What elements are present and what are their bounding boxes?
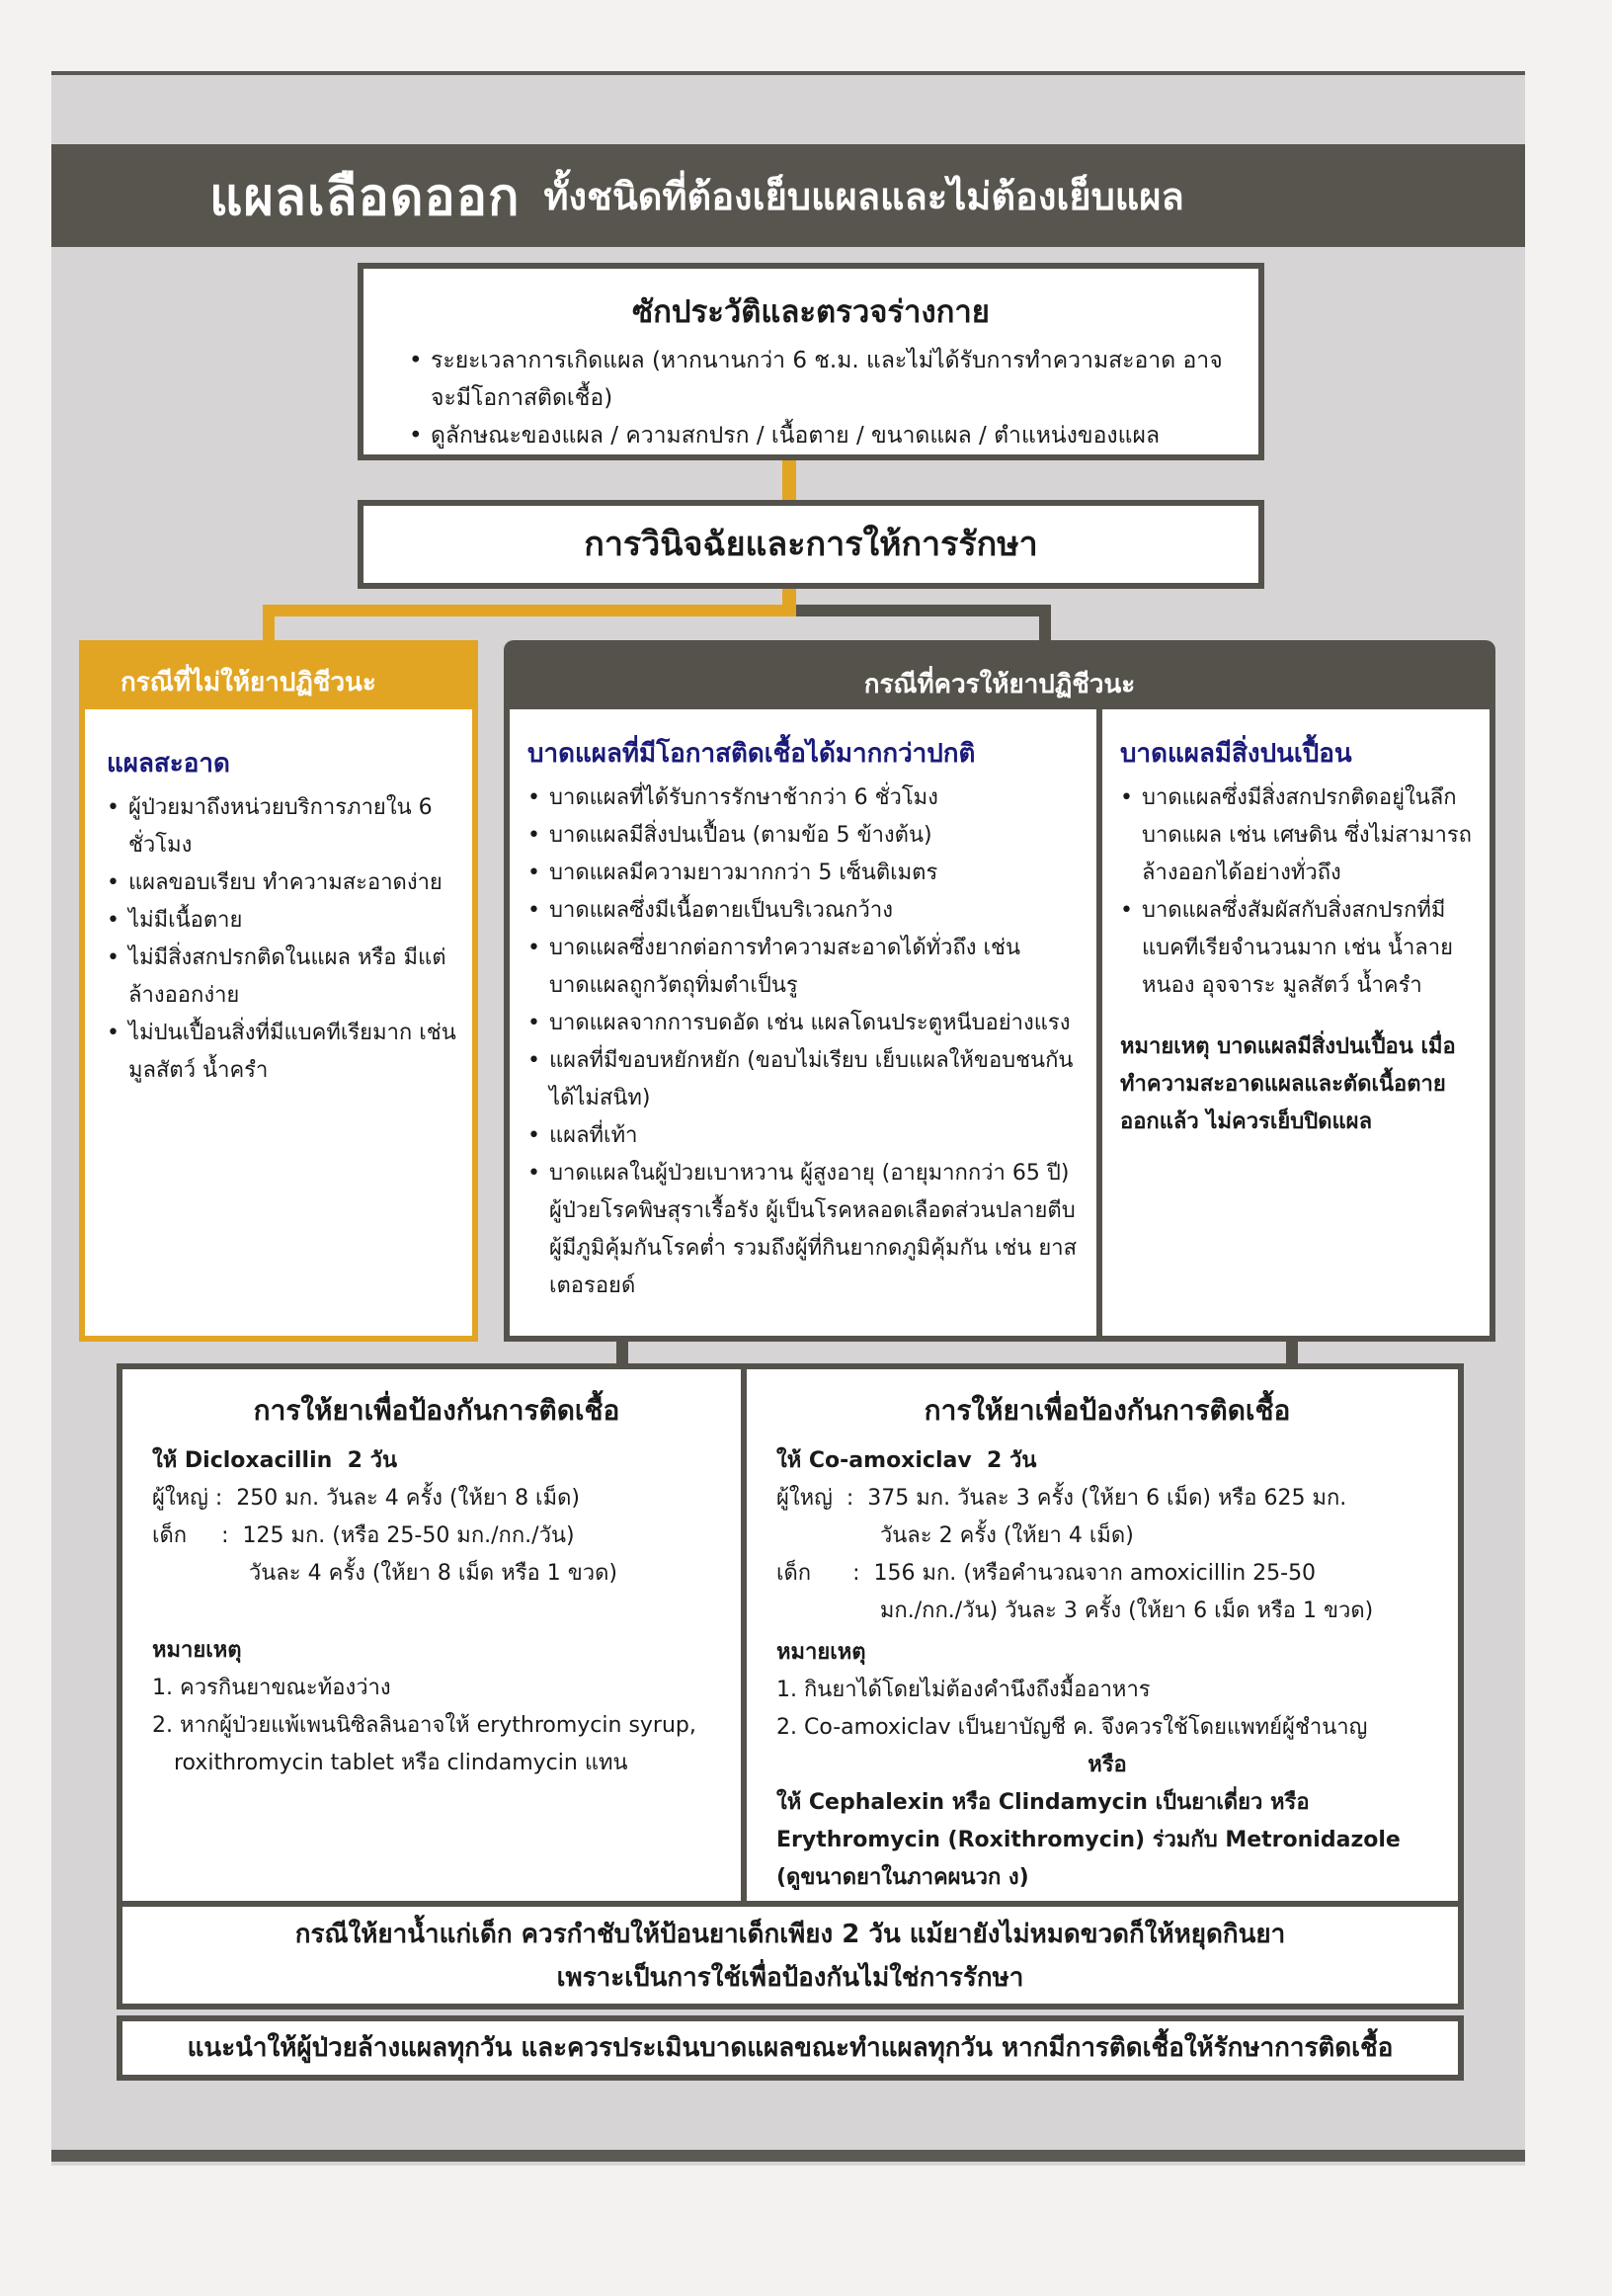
diagnosis-box (358, 500, 1264, 589)
drug-right-alt: ให้ Cephalexin หรือ Clindamycin เป็นยาเดี่ยว หรือ Erythromycin (Roxithromycin) ร่วมกับ Metronidazole (776, 1790, 1401, 1852)
drug-right-title: การให้ยาเพื่อป้องกันการติดเชื้อ (924, 1394, 1291, 1427)
connector-line (782, 460, 796, 500)
no-antibiotic-header-label: กรณีที่ไม่ให้ยาปฏิชีวนะ (121, 668, 376, 697)
drug-right-or: หรือ (1088, 1753, 1127, 1777)
drug-right-line: เด็ก : 156 มก. (หรือคำนวณจาก amoxicillin 25-50 (776, 1561, 1317, 1586)
connector-line (796, 605, 1051, 616)
drug-left-line: วันละ 4 ครั้ง (ให้ยา 8 เม็ด หรือ 1 ขวด) (152, 1561, 617, 1586)
drug-left-line: ผู้ใหญ่ : 250 มก. วันละ 4 ครั้ง (ให้ยา 8 เม็ด) (152, 1486, 580, 1511)
no-antibiotic-item: • ไม่ปนเปื้อนสิ่งที่มีแบคทีเรียมาก เช่น มูลสัตว์ น้ำครำ (107, 1015, 458, 1090)
high-risk-subtitle: บาดแผลที่มีโอกาสติดเชื้อได้มากกว่าปกติ (527, 739, 976, 769)
drug-left-box (117, 1363, 747, 1907)
drug-right-note: 2. Co-amoxiclav เป็นยาบัญชี ค. จึงควรใช้โดยแพทย์ผู้ชำนาญ (776, 1715, 1368, 1740)
contaminated-subtitle: บาดแผลมีสิ่งปนเปื้อน (1120, 739, 1352, 769)
drug-right-note: 1. กินยาได้โดยไม่ต้องคำนึงถึงมื้ออาหาร (776, 1678, 1151, 1702)
drug-right-alt-ref: (ดูขนาดยาในภาคผนวก ง) (776, 1865, 1029, 1890)
page-subtitle: ทั้งชนิดที่ต้องเย็บแผลและไม่ต้องเย็บแผล (543, 174, 1184, 218)
drug-right-line: ให้ Co-amoxiclav 2 วัน (776, 1448, 1037, 1473)
history-item: • ดูลักษณะของแผล / ความสกปรก / เนื้อตาย / ขนาดแผล / ตำแหน่งของแผล (387, 417, 1235, 454)
high-risk-item: • บาดแผลซึ่งยากต่อการทำความสะอาดได้ทั่วถึง เช่น บาดแผลถูกวัตถุทิ่มตำเป็นรู (527, 930, 1085, 1005)
footer-child-dosing-line: เพราะเป็นการใช้เพื่อป้องกันไม่ใช่การรักษา (556, 1963, 1024, 1993)
footer-wound-care-box (117, 2015, 1464, 2081)
drug-right-box (741, 1363, 1464, 1907)
history-box (358, 263, 1264, 460)
no-antibiotic-box (79, 709, 478, 1342)
drug-left-note: 2. หากผู้ป่วยแพ้เพนนิซิลลินอาจให้ erythromycin syrup, roxithromycin tablet หรือ clindamycin แทน (152, 1713, 696, 1775)
high-risk-item: • บาดแผลซึ่งมีเนื้อตายเป็นบริเวณกว้าง (527, 892, 1085, 930)
contaminated-item: • บาดแผลซึ่งสัมผัสกับสิ่งสกปรกที่มีแบคทีเรียจำนวนมาก เช่น น้ำลาย หนอง อุจจาระ มูลสัตว์ น้ำครำ (1120, 892, 1476, 1005)
high-risk-item: • แผลที่เท้า (527, 1117, 1085, 1155)
footer-child-dosing-box (117, 1901, 1464, 2009)
drug-right-line: มก./กก./วัน) วันละ 3 ครั้ง (ให้ยา 6 เม็ด หรือ 1 ขวด) (776, 1599, 1374, 1623)
footer-child-dosing-line: กรณีให้ยาน้ำแก่เด็ก ควรกำชับให้ป้อนยาเด็กเพียง 2 วัน แม้ยายังไม่หมดขวดก็ให้หยุดกินยา (294, 1920, 1286, 1949)
page-title: แผลเลือดออก (209, 167, 521, 227)
connector-line (263, 605, 796, 616)
history-item: • ระยะเวลาการเกิดแผล (หากนานกว่า 6 ช.ม. และไม่ได้รับการทำความสะอาด อาจจะมีโอกาสติดเชื้อ) (387, 342, 1235, 417)
high-risk-item: • บาดแผลมีความยาวมากกว่า 5 เซ็นติเมตร (527, 855, 1085, 892)
drug-right-line: ผู้ใหญ่ : 375 มก. วันละ 3 ครั้ง (ให้ยา 6 เม็ด) หรือ 625 มก. (776, 1486, 1347, 1511)
no-antibiotic-subtitle: แผลสะอาด (107, 749, 230, 779)
footer-wound-care-text: แนะนำให้ผู้ป่วยล้างแผลทุกวัน และควรประเมินบาดแผลขณะทำแผลทุกวัน หากมีการติดเชื้อให้รักษาการติดเชื้อ (187, 2033, 1394, 2063)
antibiotic-header (504, 640, 1495, 715)
high-risk-item: • บาดแผลในผู้ป่วยเบาหวาน ผู้สูงอายุ (อายุมากกว่า 65 ปี) ผู้ป่วยโรคพิษสุราเรื้อรัง ผู้เป็นโรคหลอดเลือดส่วนปลายตีบ ผู้มีภูมิคุ้มกันโรคต่ำ รวมถึงผู้ที่กินยากดภูมิคุ้มกัน เช่น ยาสเตอรอยด์ (527, 1155, 1085, 1305)
contaminated-item: • บาดแผลซึ่งมีสิ่งสกปรกติดอยู่ในลึกบาดแผล เช่น เศษดิน ซึ่งไม่สามารถล้างออกได้อย่างทั่วถึง (1120, 779, 1476, 892)
connector-line (1286, 1342, 1298, 1363)
connector-line (1039, 605, 1051, 640)
contaminated-box (1096, 709, 1495, 1342)
high-risk-item: • บาดแผลที่ได้รับการรักษาช้ากว่า 6 ชั่วโมง (527, 779, 1085, 817)
high-risk-item: • บาดแผลจากการบดอัด เช่น แผลโดนประตูหนีบอย่างแรง (527, 1005, 1085, 1042)
drug-left-line: เด็ก : 125 มก. (หรือ 25-50 มก./กก./วัน) (152, 1523, 575, 1548)
no-antibiotic-item: • ไม่มีเนื้อตาย (107, 902, 458, 940)
no-antibiotic-item: • ไม่มีสิ่งสกปรกติดในแผล หรือ มีแต่ล้างออกง่าย (107, 940, 458, 1015)
antibiotic-header-label: กรณีที่ควรให้ยาปฏิชีวนะ (863, 670, 1136, 699)
connector-line (616, 1342, 628, 1363)
drug-left-line: ให้ Dicloxacillin 2 วัน (152, 1448, 397, 1473)
drug-left-note-head: หมายเหตุ (152, 1638, 242, 1663)
no-antibiotic-item: • แผลขอบเรียบ ทำความสะอาดง่าย (107, 864, 458, 902)
connector-line (263, 605, 275, 640)
drug-right-line: วันละ 2 ครั้ง (ให้ยา 4 เม็ด) (776, 1523, 1134, 1548)
high-risk-item: • บาดแผลมีสิ่งปนเปื้อน (ตามข้อ 5 ข้างต้น) (527, 817, 1085, 855)
drug-left-title: การให้ยาเพื่อป้องกันการติดเชื้อ (253, 1394, 620, 1427)
contaminated-note: หมายเหตุ บาดแผลมีสิ่งปนเปื้อน เมื่อทำความสะอาดแผลและตัดเนื้อตายออกแล้ว ไม่ควรเย็บปิดแผล (1120, 1034, 1456, 1134)
history-title: ซักประวัติและตรวจร่างกาย (632, 294, 990, 330)
diagnosis-label: การวินิจฉัยและการให้การรักษา (584, 525, 1038, 564)
drug-right-note-head: หมายเหตุ (776, 1640, 866, 1665)
title-band (51, 144, 1525, 247)
bottom-bar (51, 2150, 1525, 2162)
high-risk-item: • แผลที่มีขอบหยักหยัก (ขอบไม่เรียบ เย็บแผลให้ขอบชนกันได้ไม่สนิท) (527, 1042, 1085, 1117)
high-risk-box (504, 709, 1102, 1342)
no-antibiotic-header (79, 640, 478, 709)
no-antibiotic-item: • ผู้ป่วยมาถึงหน่วยบริการภายใน 6 ชั่วโมง (107, 789, 458, 864)
drug-left-note: 1. ควรกินยาขณะท้องว่าง (152, 1676, 391, 1700)
